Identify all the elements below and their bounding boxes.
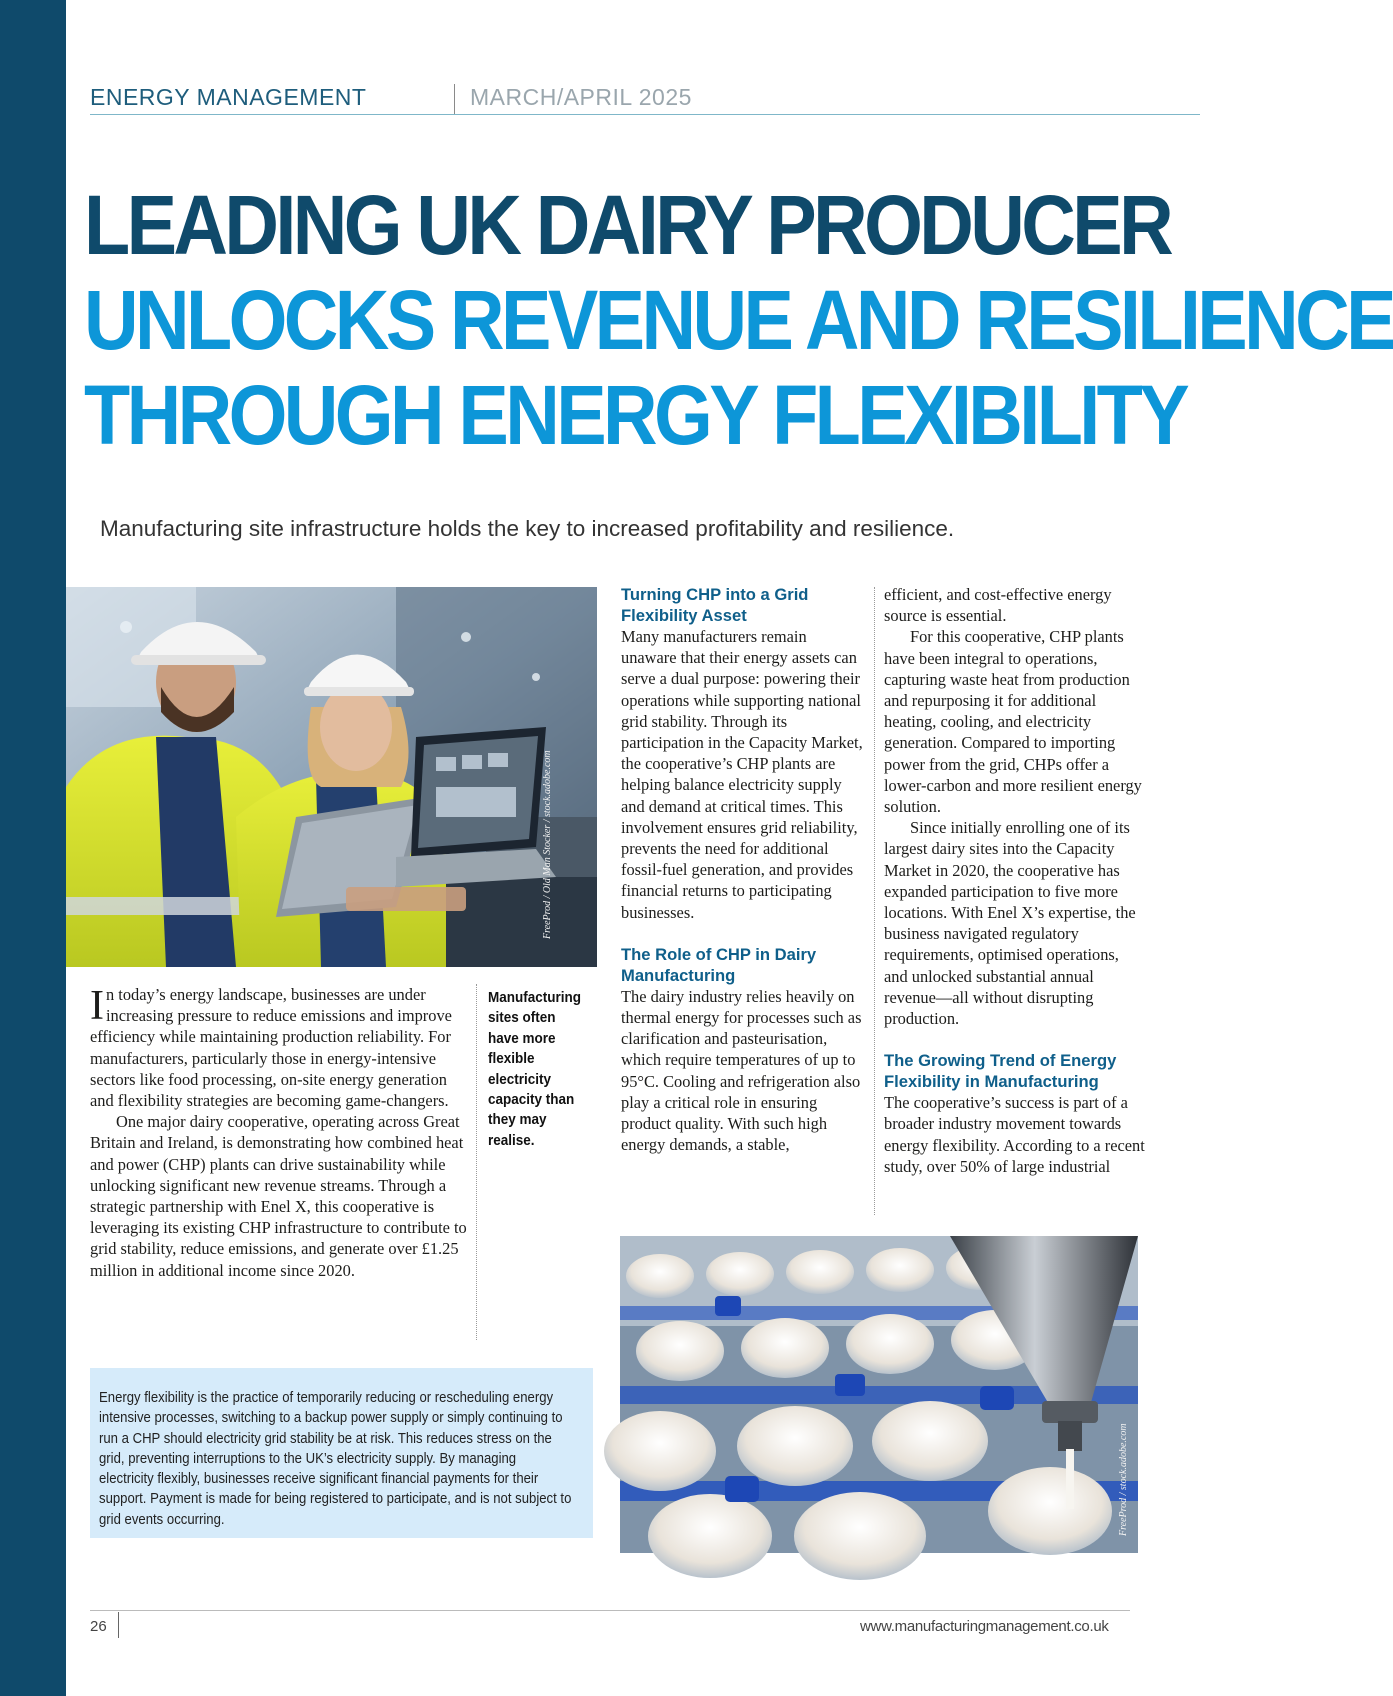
pull-quote: Manufacturing sites often have more flexible electricity capacity than they may realise. xyxy=(488,989,582,1149)
headline-line-1: LEADING UK DAIRY PRODUCER xyxy=(84,178,1171,272)
website-url: www.manufacturingmanagement.co.uk xyxy=(860,1618,1109,1635)
column-2 xyxy=(621,584,866,1155)
photo-credit: FreeProd / Old Man Stocker / stock.adobe.com xyxy=(542,750,553,939)
header-divider xyxy=(454,84,455,114)
engineers-photo xyxy=(66,587,597,967)
headline-line-2: UNLOCKS REVENUE AND RESILIENCE xyxy=(84,273,1393,367)
paragraph: Since initially enrolling one of its largest dairy sites into the Capacity Market in 2020, the cooperative has expanded participation to five more locations. With Enel X’s expertise, the business navigated regulatory requirements, optimised operations, and unlocked substantial annual revenue—all without disrupting production. xyxy=(884,818,1136,1029)
section-label: ENERGY MANAGEMENT xyxy=(90,84,367,110)
headline xyxy=(84,178,1393,463)
paragraph: The dairy industry relies heavily on thermal energy for processes such as clarification and pasteurisation, which require temperatures of up to 95°C. Cooling and refrigeration also play a critical role in ensuring product quality. With such high energy demands, a stable, xyxy=(621,986,862,1155)
intro-column xyxy=(90,984,468,1281)
left-accent-bar xyxy=(0,0,66,1696)
running-header xyxy=(90,84,1200,116)
intro-paragraph-1: In today’s energy landscape, businesses are under increasing pressure to reduce emissions and improve efficiency while maintaining production reliability. For manufacturers, particularly those in energy-intensive sectors like food processing, on-site energy generation and flexibility strategies are becoming game-changers. xyxy=(90,983,452,1111)
intro-paragraph-2: One major dairy cooperative, operating across Great Britain and Ireland, is demonstrating how combined heat and power (CHP) plants can drive sustainability while unlocking significant new revenue streams. Through a strategic partnership with Enel X, this cooperative is leveraging its existing CHP infrastructure to contribute to grid stability, reduce emissions, and generate over £1.25 million in additional income since 2020. xyxy=(90,1112,467,1280)
info-box xyxy=(90,1368,593,1538)
photo-credit: FreeProd / stock.adobe.com xyxy=(1118,1423,1129,1536)
issue-date: MARCH/APRIL 2025 xyxy=(470,84,692,110)
drop-cap: I xyxy=(90,983,104,1029)
footer-rule xyxy=(90,1610,1130,1611)
info-box-text: Energy flexibility is the practice of temporarily reducing or rescheduling energy intensive processes, switching to a backup power supply or simply continuing to run a CHP should electricity grid stability be at risk. This reduces stress on the grid, preventing interruptions to the UK’s electricity supply. By managing electricity flexibly, businesses receive significant financial payments for their support. Payment is made for being registered to participate, and is not subject to grid events occurring. xyxy=(99,1390,572,1528)
column-divider xyxy=(476,984,477,1340)
yoghurt-jars-photo xyxy=(620,1236,1138,1553)
headline-line-3: THROUGH ENERGY FLEXIBILITY xyxy=(84,368,1187,462)
subheading-chp-dairy: The Role of CHP in Dairy Manufacturing xyxy=(621,944,817,985)
page-number: 26 xyxy=(90,1618,107,1635)
standfirst: Manufacturing site infrastructure holds the key to increased profitability and resilience. xyxy=(100,516,955,541)
paragraph: For this cooperative, CHP plants have been integral to operations, capturing waste heat from production and repurposing it for additional heating, cooling, and electricity generation. Compared to importing power from the grid, CHPs offer a lower-carbon and more resilient energy solution. xyxy=(884,627,1142,817)
column-3 xyxy=(884,584,1146,1177)
subheading-energy-flexibility-trend: The Growing Trend of Energy Flexibility in Manufacturing xyxy=(884,1051,1117,1092)
paragraph: efficient, and cost-effective energy source is essential. xyxy=(884,585,1112,626)
paragraph: Many manufacturers remain unaware that their energy assets can serve a dual purpose: powering their operations while supporting national grid stability. Through its participation in the Capacity Market, the cooperative’s CHP plants are helping balance electricity supply and demand at critical times. This involvement ensures grid reliability, prevents the need for additional fossil-fuel generation, and provides financial returns to participating businesses. xyxy=(621,627,863,922)
column-divider xyxy=(874,587,875,1215)
subheading-chp-grid: Turning CHP into a Grid Flexibility Asset xyxy=(621,585,809,625)
paragraph: The cooperative’s success is part of a broader industry movement towards energy flexibility. According to a recent study, over 50% of large industrial xyxy=(884,1093,1145,1176)
footer-divider xyxy=(118,1612,119,1638)
header-rule xyxy=(90,114,1200,115)
